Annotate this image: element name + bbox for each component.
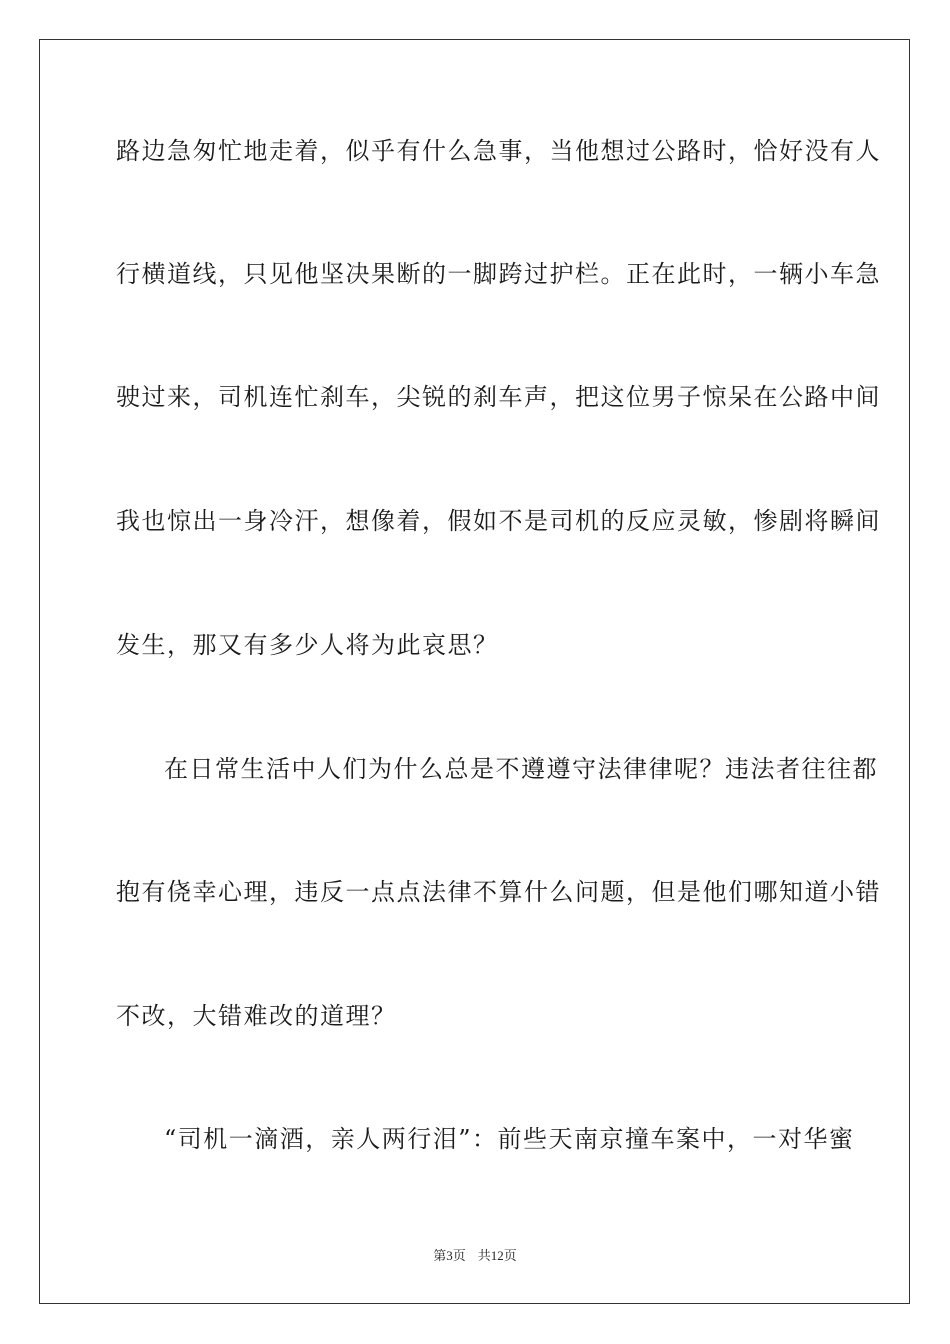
body-text-line: 行横道线，只见他坚决果断的一脚跨过护栏。正在此时，一辆小车急 [116,260,881,288]
body-text-line: 抱有侥幸心理，违反一点点法律不算什么问题，但是他们哪知道小错 [116,878,881,906]
body-text-line: 在日常生活中人们为什么总是不遵遵守法律律呢？违法者往往都 [164,755,878,783]
page-footer [0,1247,950,1265]
body-text-line: 我也惊出一身冷汗，想像着，假如不是司机的反应灵敏，惨剧将瞬间 [116,507,881,535]
body-text-line: 不改，大错难改的道理？ [116,1002,397,1030]
page-total: 共12页 [477,1248,517,1263]
body-text-line: 发生，那又有多少人将为此哀思？ [116,631,499,659]
body-text-line: 驶过来，司机连忙刹车，尖锐的刹车声，把这位男子惊呆在公路中间 [116,383,881,411]
page-number: 第3页 [433,1248,466,1263]
body-text-line: 路边急匆忙地走着，似乎有什么急事，当他想过公路时，恰好没有人 [116,137,881,165]
page-border [39,39,910,1304]
body-text-line: “司机一滴酒，亲人两行泪”：前些天南京撞车案中，一对华蜜 [164,1125,855,1153]
